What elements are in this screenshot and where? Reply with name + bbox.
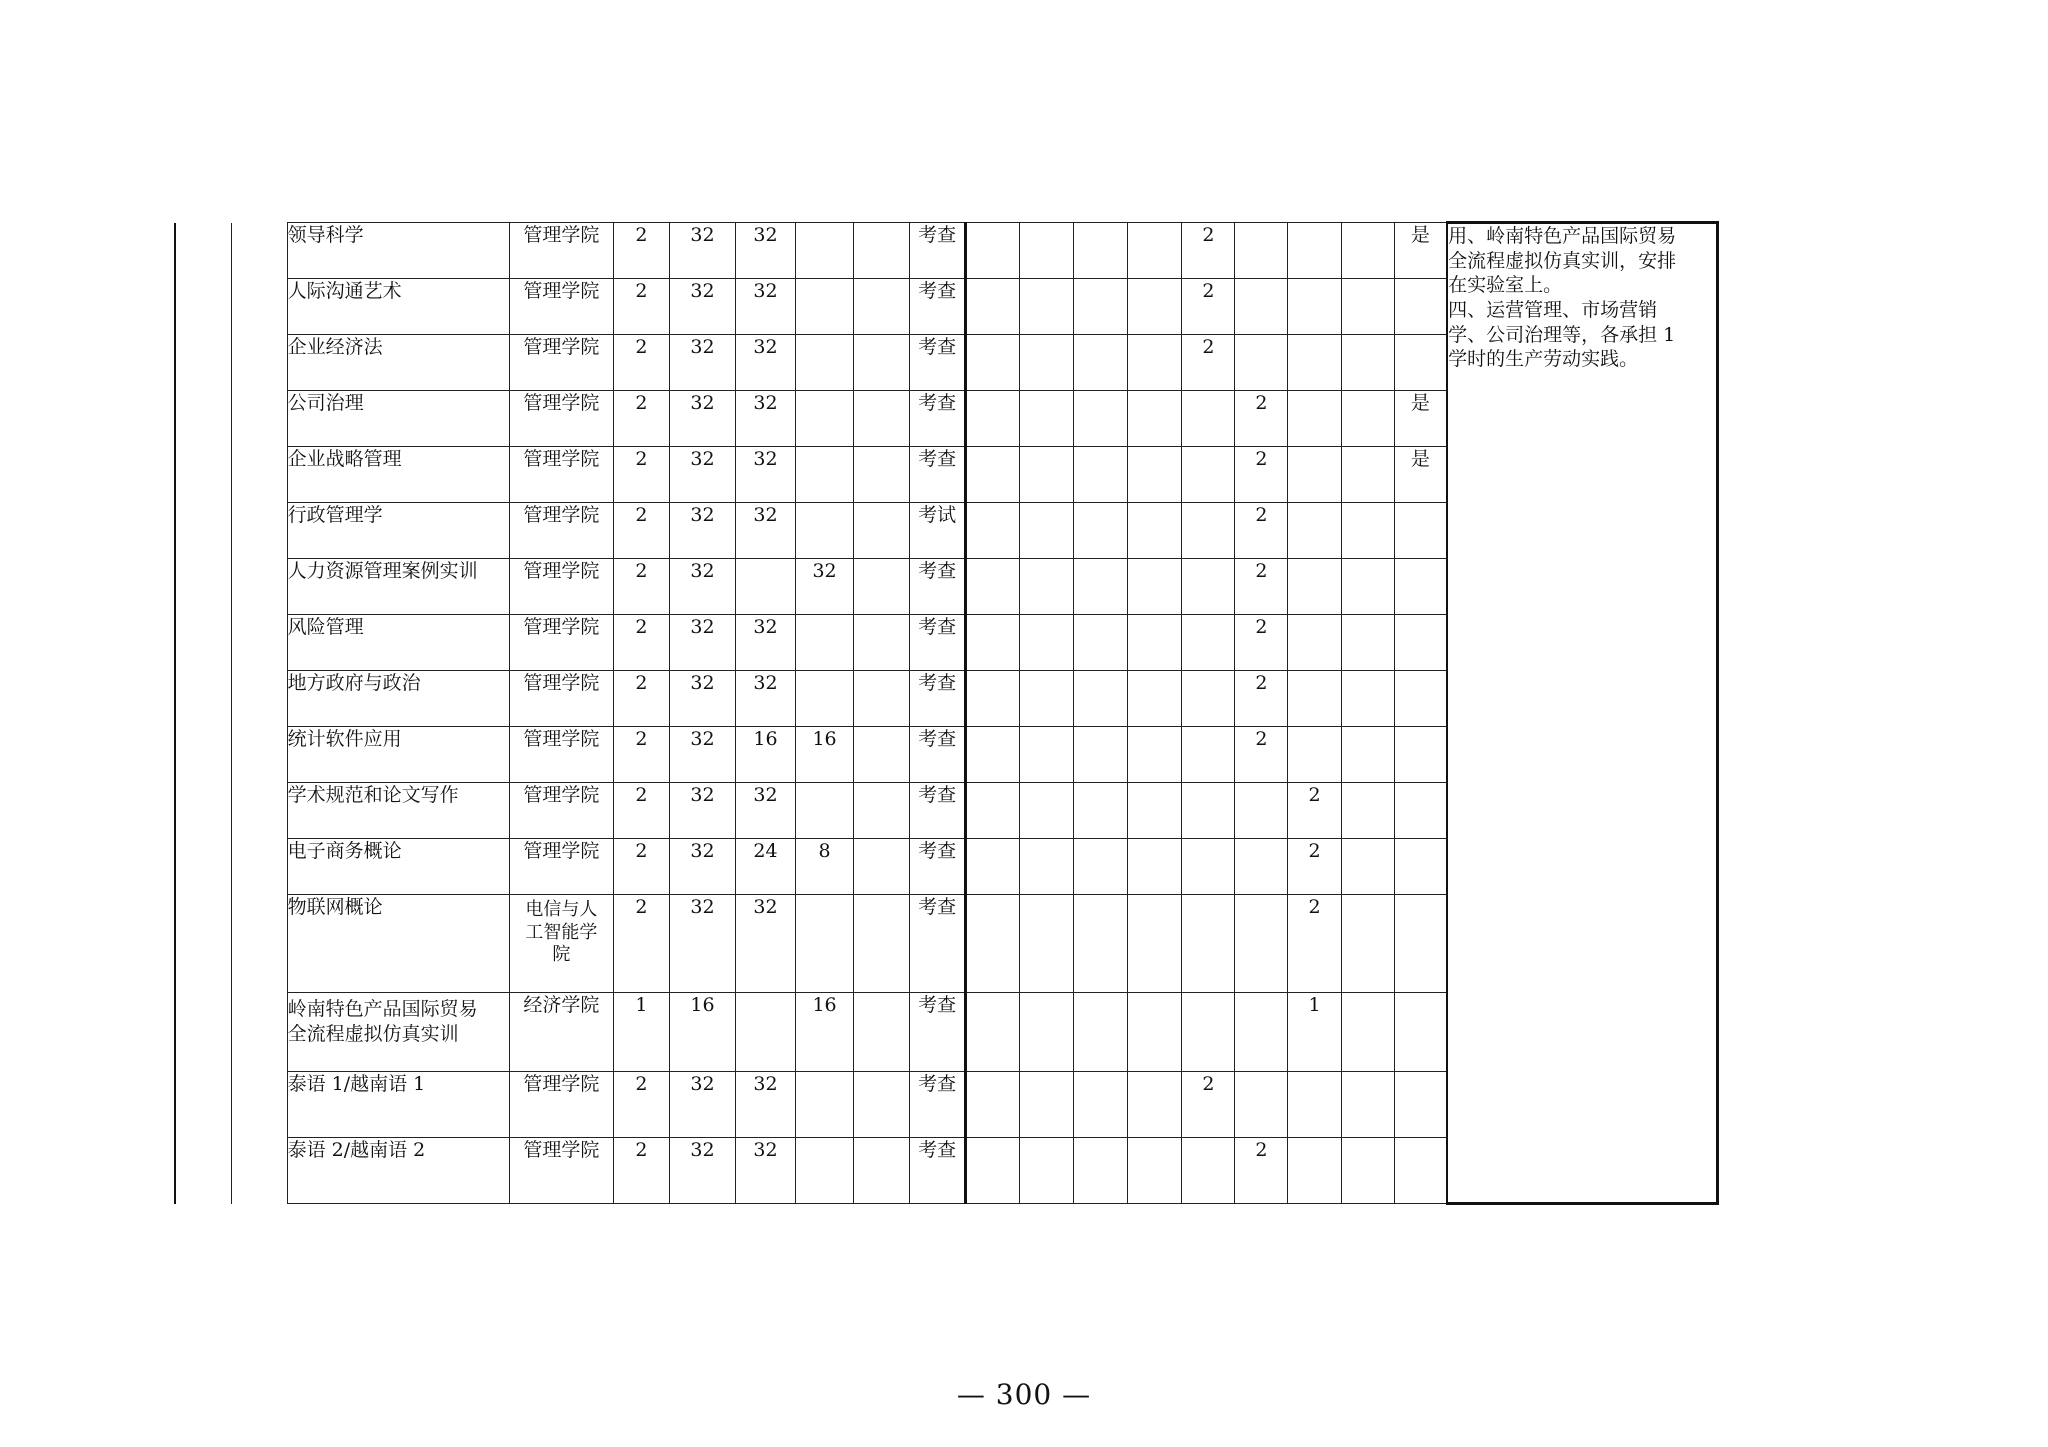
flag-cell bbox=[1394, 993, 1447, 1072]
semester-hours-cell: 2 bbox=[1182, 223, 1235, 279]
theory-hours: 24 bbox=[736, 839, 796, 895]
assessment-method: 考查 bbox=[910, 559, 966, 615]
semester-hours-cell bbox=[966, 1138, 1020, 1204]
department: 管理学院 bbox=[509, 391, 613, 447]
semester-hours-cell: 2 bbox=[1235, 447, 1288, 503]
department: 管理学院 bbox=[509, 335, 613, 391]
course-name-line: 岭南特色产品国际贸易 bbox=[287, 998, 478, 1020]
empty-cell bbox=[854, 1072, 910, 1138]
semester-hours-cell bbox=[1182, 391, 1235, 447]
theory-hours bbox=[736, 559, 796, 615]
semester-hours-cell bbox=[1128, 615, 1182, 671]
semester-hours-cell: 2 bbox=[1288, 895, 1341, 993]
flag-cell: 是 bbox=[1394, 223, 1447, 279]
department: 管理学院 bbox=[509, 783, 613, 839]
semester-hours-cell bbox=[1182, 559, 1235, 615]
semester-hours-cell bbox=[1235, 279, 1288, 335]
semester-hours-cell bbox=[1341, 895, 1394, 993]
course-schedule-table bbox=[174, 221, 1719, 1205]
practice-hours bbox=[796, 223, 854, 279]
semester-hours-cell bbox=[1074, 223, 1128, 279]
empty-cell bbox=[854, 783, 910, 839]
semester-hours-cell bbox=[1341, 559, 1394, 615]
credits: 2 bbox=[613, 391, 669, 447]
semester-hours-cell bbox=[1288, 279, 1341, 335]
empty-cell bbox=[854, 895, 910, 993]
credits: 2 bbox=[613, 503, 669, 559]
total-hours: 32 bbox=[669, 447, 735, 503]
semester-hours-cell bbox=[1128, 447, 1182, 503]
semester-hours-cell: 2 bbox=[1235, 727, 1288, 783]
practice-hours bbox=[796, 335, 854, 391]
semester-hours-cell bbox=[1182, 727, 1235, 783]
course-name: 人力资源管理案例实训 bbox=[287, 559, 509, 615]
semester-hours-cell bbox=[1020, 223, 1074, 279]
empty-cell bbox=[854, 1138, 910, 1204]
assessment-method: 考查 bbox=[910, 615, 966, 671]
credits: 2 bbox=[613, 447, 669, 503]
semester-hours-cell bbox=[1128, 727, 1182, 783]
semester-hours-cell bbox=[1288, 447, 1341, 503]
semester-hours-cell bbox=[1128, 895, 1182, 993]
semester-hours-cell: 2 bbox=[1182, 1072, 1235, 1138]
semester-hours-cell bbox=[1128, 993, 1182, 1072]
course-name bbox=[287, 993, 509, 1072]
semester-hours-cell bbox=[1288, 335, 1341, 391]
semester-hours-cell: 2 bbox=[1235, 615, 1288, 671]
course-name-line: 全流程虚拟仿真实训 bbox=[287, 1022, 459, 1045]
department: 管理学院 bbox=[509, 615, 613, 671]
semester-hours-cell bbox=[1235, 839, 1288, 895]
semester-hours-cell: 2 bbox=[1288, 839, 1341, 895]
semester-hours-cell: 2 bbox=[1182, 279, 1235, 335]
semester-hours-cell bbox=[966, 783, 1020, 839]
total-hours: 32 bbox=[669, 671, 735, 727]
course-name: 风险管理 bbox=[287, 615, 509, 671]
empty-cell bbox=[854, 559, 910, 615]
total-hours: 32 bbox=[669, 391, 735, 447]
course-name: 企业战略管理 bbox=[287, 447, 509, 503]
semester-hours-cell bbox=[1020, 839, 1074, 895]
semester-hours-cell bbox=[1074, 335, 1128, 391]
total-hours: 32 bbox=[669, 839, 735, 895]
semester-hours-cell bbox=[1288, 559, 1341, 615]
semester-hours-cell bbox=[1182, 671, 1235, 727]
assessment-method: 考查 bbox=[910, 223, 966, 279]
semester-hours-cell bbox=[1128, 559, 1182, 615]
semester-hours-cell bbox=[1288, 727, 1341, 783]
credits: 2 bbox=[613, 671, 669, 727]
credits: 2 bbox=[613, 279, 669, 335]
semester-hours-cell bbox=[1074, 783, 1128, 839]
department: 管理学院 bbox=[509, 503, 613, 559]
semester-hours-cell bbox=[1020, 993, 1074, 1072]
theory-hours: 32 bbox=[736, 447, 796, 503]
semester-hours-cell bbox=[966, 615, 1020, 671]
theory-hours: 32 bbox=[736, 279, 796, 335]
semester-hours-cell bbox=[1182, 447, 1235, 503]
assessment-method: 考查 bbox=[910, 783, 966, 839]
practice-hours bbox=[796, 671, 854, 727]
assessment-method: 考查 bbox=[910, 391, 966, 447]
flag-cell bbox=[1394, 615, 1447, 671]
semester-hours-cell: 2 bbox=[1235, 503, 1288, 559]
theory-hours: 16 bbox=[736, 727, 796, 783]
semester-hours-cell bbox=[1288, 1072, 1341, 1138]
course-name: 泰语 2/越南语 2 bbox=[287, 1138, 509, 1204]
empty-cell bbox=[854, 335, 910, 391]
total-hours: 32 bbox=[669, 279, 735, 335]
remarks-line: 学、公司治理等，各承担 1 bbox=[1448, 323, 1676, 346]
semester-hours-cell bbox=[1182, 615, 1235, 671]
credits: 2 bbox=[613, 1072, 669, 1138]
assessment-method: 考查 bbox=[910, 993, 966, 1072]
credits: 2 bbox=[613, 839, 669, 895]
practice-hours bbox=[796, 895, 854, 993]
semester-hours-cell bbox=[1182, 895, 1235, 993]
credits: 2 bbox=[613, 335, 669, 391]
semester-hours-cell bbox=[1235, 223, 1288, 279]
total-hours: 32 bbox=[669, 559, 735, 615]
department: 管理学院 bbox=[509, 223, 613, 279]
theory-hours: 32 bbox=[736, 783, 796, 839]
semester-hours-cell bbox=[1128, 503, 1182, 559]
theory-hours: 32 bbox=[736, 671, 796, 727]
empty-cell bbox=[854, 391, 910, 447]
semester-hours-cell bbox=[1074, 993, 1128, 1072]
semester-hours-cell bbox=[1288, 391, 1341, 447]
semester-hours-cell bbox=[966, 559, 1020, 615]
semester-hours-cell bbox=[1182, 503, 1235, 559]
theory-hours: 32 bbox=[736, 223, 796, 279]
semester-hours-cell bbox=[1074, 615, 1128, 671]
semester-hours-cell bbox=[1020, 503, 1074, 559]
course-name: 电子商务概论 bbox=[287, 839, 509, 895]
semester-hours-cell bbox=[1128, 391, 1182, 447]
assessment-method: 考查 bbox=[910, 895, 966, 993]
department: 经济学院 bbox=[509, 993, 613, 1072]
total-hours: 32 bbox=[669, 223, 735, 279]
semester-hours-cell bbox=[1235, 335, 1288, 391]
semester-hours-cell bbox=[1288, 1138, 1341, 1204]
assessment-method: 考查 bbox=[910, 839, 966, 895]
total-hours: 32 bbox=[669, 895, 735, 993]
semester-hours-cell: 2 bbox=[1235, 559, 1288, 615]
course-name: 物联网概论 bbox=[287, 895, 509, 993]
credits: 2 bbox=[613, 223, 669, 279]
remarks-line: 在实验室上。 bbox=[1448, 274, 1563, 297]
semester-hours-cell: 2 bbox=[1182, 335, 1235, 391]
semester-hours-cell bbox=[1341, 783, 1394, 839]
semester-hours-cell bbox=[966, 993, 1020, 1072]
semester-hours-cell bbox=[966, 1072, 1020, 1138]
course-name: 公司治理 bbox=[287, 391, 509, 447]
semester-hours-cell bbox=[966, 503, 1020, 559]
assessment-method: 考查 bbox=[910, 1138, 966, 1204]
semester-hours-cell: 2 bbox=[1288, 783, 1341, 839]
semester-hours-cell bbox=[1235, 993, 1288, 1072]
semester-hours-cell bbox=[966, 727, 1020, 783]
course-name: 泰语 1/越南语 1 bbox=[287, 1072, 509, 1138]
assessment-method: 考查 bbox=[910, 447, 966, 503]
course-name: 行政管理学 bbox=[287, 503, 509, 559]
department-line: 工智能学 bbox=[525, 921, 598, 943]
semester-hours-cell: 2 bbox=[1235, 391, 1288, 447]
semester-hours-cell bbox=[1020, 895, 1074, 993]
course-name: 领导科学 bbox=[287, 223, 509, 279]
semester-hours-cell bbox=[1074, 727, 1128, 783]
theory-hours bbox=[736, 993, 796, 1072]
semester-hours-cell bbox=[1020, 1138, 1074, 1204]
department: 管理学院 bbox=[509, 1072, 613, 1138]
semester-hours-cell bbox=[966, 223, 1020, 279]
total-hours: 32 bbox=[669, 1072, 735, 1138]
semester-hours-cell bbox=[1074, 391, 1128, 447]
semester-hours-cell bbox=[1182, 993, 1235, 1072]
total-hours: 32 bbox=[669, 615, 735, 671]
table-row bbox=[175, 223, 1718, 279]
practice-hours bbox=[796, 279, 854, 335]
semester-hours-cell bbox=[1074, 671, 1128, 727]
practice-hours bbox=[796, 1072, 854, 1138]
total-hours: 32 bbox=[669, 783, 735, 839]
flag-cell bbox=[1394, 1072, 1447, 1138]
theory-hours: 32 bbox=[736, 1072, 796, 1138]
assessment-method: 考试 bbox=[910, 503, 966, 559]
semester-hours-cell bbox=[1288, 223, 1341, 279]
department: 管理学院 bbox=[509, 671, 613, 727]
flag-cell bbox=[1394, 279, 1447, 335]
assessment-method: 考查 bbox=[910, 335, 966, 391]
semester-hours-cell bbox=[1074, 895, 1128, 993]
theory-hours: 32 bbox=[736, 503, 796, 559]
semester-hours-cell bbox=[1020, 615, 1074, 671]
department-line: 院 bbox=[552, 944, 571, 965]
semester-hours-cell bbox=[1020, 783, 1074, 839]
assessment-method: 考查 bbox=[910, 279, 966, 335]
flag-cell bbox=[1394, 1138, 1447, 1204]
semester-hours-cell bbox=[1128, 1072, 1182, 1138]
semester-hours-cell bbox=[1020, 1072, 1074, 1138]
practice-hours: 16 bbox=[796, 727, 854, 783]
category-cell bbox=[175, 223, 231, 1204]
theory-hours: 32 bbox=[736, 895, 796, 993]
semester-hours-cell bbox=[1020, 335, 1074, 391]
assessment-method: 考查 bbox=[910, 1072, 966, 1138]
semester-hours-cell bbox=[1020, 559, 1074, 615]
flag-cell bbox=[1394, 559, 1447, 615]
practice-hours: 32 bbox=[796, 559, 854, 615]
semester-hours-cell bbox=[1288, 615, 1341, 671]
department: 管理学院 bbox=[509, 727, 613, 783]
practice-hours bbox=[796, 1138, 854, 1204]
semester-hours-cell bbox=[966, 447, 1020, 503]
department: 管理学院 bbox=[509, 447, 613, 503]
department: 管理学院 bbox=[509, 1138, 613, 1204]
flag-cell bbox=[1394, 839, 1447, 895]
semester-hours-cell bbox=[1128, 1138, 1182, 1204]
empty-cell bbox=[854, 727, 910, 783]
assessment-method: 考查 bbox=[910, 671, 966, 727]
empty-cell bbox=[854, 839, 910, 895]
semester-hours-cell bbox=[966, 279, 1020, 335]
semester-hours-cell bbox=[1341, 391, 1394, 447]
semester-hours-cell bbox=[1128, 839, 1182, 895]
course-name: 地方政府与政治 bbox=[287, 671, 509, 727]
theory-hours: 32 bbox=[736, 391, 796, 447]
semester-hours-cell bbox=[1128, 223, 1182, 279]
semester-hours-cell bbox=[1074, 1072, 1128, 1138]
course-name: 人际沟通艺术 bbox=[287, 279, 509, 335]
semester-hours-cell bbox=[1341, 671, 1394, 727]
department: 管理学院 bbox=[509, 279, 613, 335]
credits: 2 bbox=[613, 1138, 669, 1204]
practice-hours bbox=[796, 503, 854, 559]
semester-hours-cell bbox=[966, 839, 1020, 895]
semester-hours-cell bbox=[1341, 839, 1394, 895]
semester-hours-cell bbox=[1341, 503, 1394, 559]
semester-hours-cell bbox=[1341, 615, 1394, 671]
semester-hours-cell bbox=[1235, 895, 1288, 993]
empty-cell bbox=[854, 993, 910, 1072]
remarks-cell bbox=[1447, 223, 1717, 1204]
semester-hours-cell bbox=[1341, 1138, 1394, 1204]
semester-hours-cell bbox=[1128, 279, 1182, 335]
practice-hours: 16 bbox=[796, 993, 854, 1072]
semester-hours-cell bbox=[1235, 1072, 1288, 1138]
total-hours: 32 bbox=[669, 503, 735, 559]
semester-hours-cell bbox=[1341, 335, 1394, 391]
semester-hours-cell bbox=[1020, 279, 1074, 335]
semester-hours-cell bbox=[1341, 223, 1394, 279]
practice-hours bbox=[796, 615, 854, 671]
remarks-line: 用、岭南特色产品国际贸易 bbox=[1448, 225, 1677, 247]
semester-hours-cell bbox=[1341, 1072, 1394, 1138]
semester-hours-cell: 2 bbox=[1235, 1138, 1288, 1204]
semester-hours-cell bbox=[966, 335, 1020, 391]
credits: 2 bbox=[613, 615, 669, 671]
page-number: — 300 — bbox=[956, 1378, 1092, 1411]
assessment-method: 考查 bbox=[910, 727, 966, 783]
semester-hours-cell bbox=[1020, 671, 1074, 727]
semester-hours-cell bbox=[1020, 391, 1074, 447]
flag-cell: 是 bbox=[1394, 391, 1447, 447]
practice-hours: 8 bbox=[796, 839, 854, 895]
total-hours: 32 bbox=[669, 727, 735, 783]
department bbox=[509, 895, 613, 993]
remarks-line: 全流程虚拟仿真实训，安排 bbox=[1448, 249, 1677, 272]
flag-cell bbox=[1394, 895, 1447, 993]
flag-cell bbox=[1394, 503, 1447, 559]
flag-cell: 是 bbox=[1394, 447, 1447, 503]
semester-hours-cell bbox=[1288, 503, 1341, 559]
empty-cell bbox=[854, 615, 910, 671]
table-body bbox=[175, 223, 1718, 1204]
flag-cell bbox=[1394, 783, 1447, 839]
semester-hours-cell bbox=[1128, 783, 1182, 839]
semester-hours-cell bbox=[1235, 783, 1288, 839]
credits: 2 bbox=[613, 783, 669, 839]
total-hours: 16 bbox=[669, 993, 735, 1072]
semester-hours-cell bbox=[966, 671, 1020, 727]
empty-cell bbox=[854, 503, 910, 559]
semester-hours-cell bbox=[966, 391, 1020, 447]
credits: 2 bbox=[613, 895, 669, 993]
course-name: 学术规范和论文写作 bbox=[287, 783, 509, 839]
practice-hours bbox=[796, 447, 854, 503]
semester-hours-cell bbox=[1020, 447, 1074, 503]
semester-hours-cell bbox=[1128, 335, 1182, 391]
flag-cell bbox=[1394, 335, 1447, 391]
practice-hours bbox=[796, 391, 854, 447]
semester-hours-cell bbox=[1020, 727, 1074, 783]
semester-hours-cell bbox=[1182, 839, 1235, 895]
practice-hours bbox=[796, 783, 854, 839]
semester-hours-cell bbox=[1182, 783, 1235, 839]
empty-cell bbox=[854, 671, 910, 727]
semester-hours-cell bbox=[1074, 503, 1128, 559]
flag-cell bbox=[1394, 671, 1447, 727]
semester-hours-cell bbox=[1341, 447, 1394, 503]
course-name: 统计软件应用 bbox=[287, 727, 509, 783]
theory-hours: 32 bbox=[736, 615, 796, 671]
semester-hours-cell: 2 bbox=[1235, 671, 1288, 727]
semester-hours-cell bbox=[1341, 993, 1394, 1072]
semester-hours-cell bbox=[1074, 447, 1128, 503]
department-line: 电信与人 bbox=[525, 899, 598, 920]
empty-cell bbox=[854, 223, 910, 279]
empty-cell bbox=[854, 279, 910, 335]
semester-hours-cell bbox=[1074, 1138, 1128, 1204]
department: 管理学院 bbox=[509, 559, 613, 615]
flag-cell bbox=[1394, 727, 1447, 783]
semester-hours-cell bbox=[1074, 279, 1128, 335]
semester-hours-cell bbox=[1341, 279, 1394, 335]
credits: 2 bbox=[613, 559, 669, 615]
department: 管理学院 bbox=[509, 839, 613, 895]
credits: 1 bbox=[613, 993, 669, 1072]
theory-hours: 32 bbox=[736, 1138, 796, 1204]
semester-hours-cell bbox=[1288, 671, 1341, 727]
course-name: 企业经济法 bbox=[287, 335, 509, 391]
total-hours: 32 bbox=[669, 335, 735, 391]
empty-cell bbox=[854, 447, 910, 503]
semester-hours-cell bbox=[1341, 727, 1394, 783]
semester-hours-cell bbox=[1074, 559, 1128, 615]
theory-hours: 32 bbox=[736, 335, 796, 391]
credits: 2 bbox=[613, 727, 669, 783]
semester-hours-cell bbox=[966, 895, 1020, 993]
subcategory-cell bbox=[231, 223, 287, 1204]
semester-hours-cell: 1 bbox=[1288, 993, 1341, 1072]
semester-hours-cell bbox=[1128, 671, 1182, 727]
total-hours: 32 bbox=[669, 1138, 735, 1204]
remarks-line: 学时的生产劳动实践。 bbox=[1448, 348, 1639, 371]
remarks-line: 四、运营管理、市场营销 bbox=[1448, 299, 1658, 322]
semester-hours-cell bbox=[1074, 839, 1128, 895]
semester-hours-cell bbox=[1182, 1138, 1235, 1204]
